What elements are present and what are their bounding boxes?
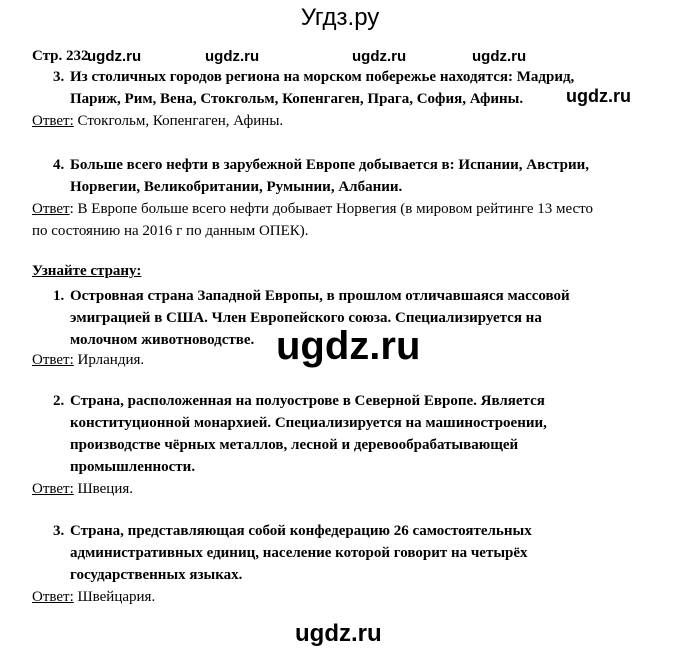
question-text: Из столичных городов региона на морском побережье находятся: Мадрид,	[70, 69, 575, 85]
question-text: конституционной монархией. Специализируется на машиностроении,	[70, 415, 547, 431]
answer-label: Ответ:	[32, 113, 74, 129]
question-text: Страна, расположенная на полуострове в Северной Европе. Является	[70, 393, 545, 409]
question-number: 3.	[53, 523, 65, 539]
question-text: Больше всего нефти в зарубежной Европе добывается в: Испании, Австрии,	[70, 157, 590, 173]
question-text: административных единиц, население которой говорит на четырёх	[70, 545, 528, 561]
country-question-2	[53, 390, 547, 478]
watermark: ugdz.ru	[295, 620, 382, 647]
answer-3	[32, 110, 283, 132]
answer-label: Ответ:	[32, 352, 74, 368]
answer-text: : В Европе больше всего нефти добывает Норвегия (в мировом рейтинге 13 место	[69, 201, 594, 217]
watermark: ugdz.ru	[352, 48, 407, 65]
question-text: Норвегии, Великобритании, Румынии, Албании.	[70, 179, 403, 195]
answer-text: по состоянию на 2016 г по данным ОПЕК).	[32, 223, 309, 239]
question-number: 4.	[53, 157, 65, 173]
question-3	[53, 66, 575, 110]
watermark: ugdz.ru	[472, 48, 527, 65]
country-question-3	[53, 520, 532, 586]
question-text: Страна, представляющая собой конфедерацию 26 самостоятельных	[70, 523, 532, 539]
answer-label: Ответ:	[32, 481, 74, 497]
question-text: промышленности.	[70, 459, 196, 475]
section-title: Узнайте страну:	[32, 263, 142, 279]
answer-text: Швеция.	[73, 481, 134, 497]
question-text: эмиграцией в США. Член Европейского союза. Специализируется на	[70, 310, 542, 326]
question-number: 3.	[53, 69, 65, 85]
site-title: Угдз.ру	[300, 4, 380, 31]
question-4	[53, 154, 590, 198]
country-answer-1	[32, 349, 144, 371]
country-answer-2	[32, 478, 133, 500]
country-answer-3	[32, 586, 155, 608]
question-text: производстве чёрных металлов, лесной и деревообрабатывающей	[70, 437, 519, 453]
question-text: Островная страна Западной Европы, в прошлом отличавшаяся массовой	[70, 288, 570, 304]
question-text: Париж, Рим, Вена, Стокгольм, Копенгаген, Прага, София, Афины.	[70, 91, 524, 107]
question-number: 2.	[53, 393, 65, 409]
answer-4	[32, 198, 593, 242]
watermark: ugdz.ru	[566, 86, 631, 106]
answer-text: Стокгольм, Копенгаген, Афины.	[73, 113, 284, 129]
page-reference: Стр. 232	[32, 48, 89, 64]
watermark: ugdz.ru	[87, 48, 142, 65]
answer-text: Ирландия.	[73, 352, 145, 368]
watermark: ugdz.ru	[205, 48, 260, 65]
answer-text: Швейцария.	[73, 589, 156, 605]
question-text: молочном животноводстве.	[70, 332, 255, 348]
answer-label: Ответ	[32, 201, 70, 217]
question-text: государственных языках.	[70, 567, 243, 583]
watermark: ugdz.ru	[276, 324, 421, 368]
question-number: 1.	[53, 288, 65, 304]
answer-label: Ответ:	[32, 589, 74, 605]
